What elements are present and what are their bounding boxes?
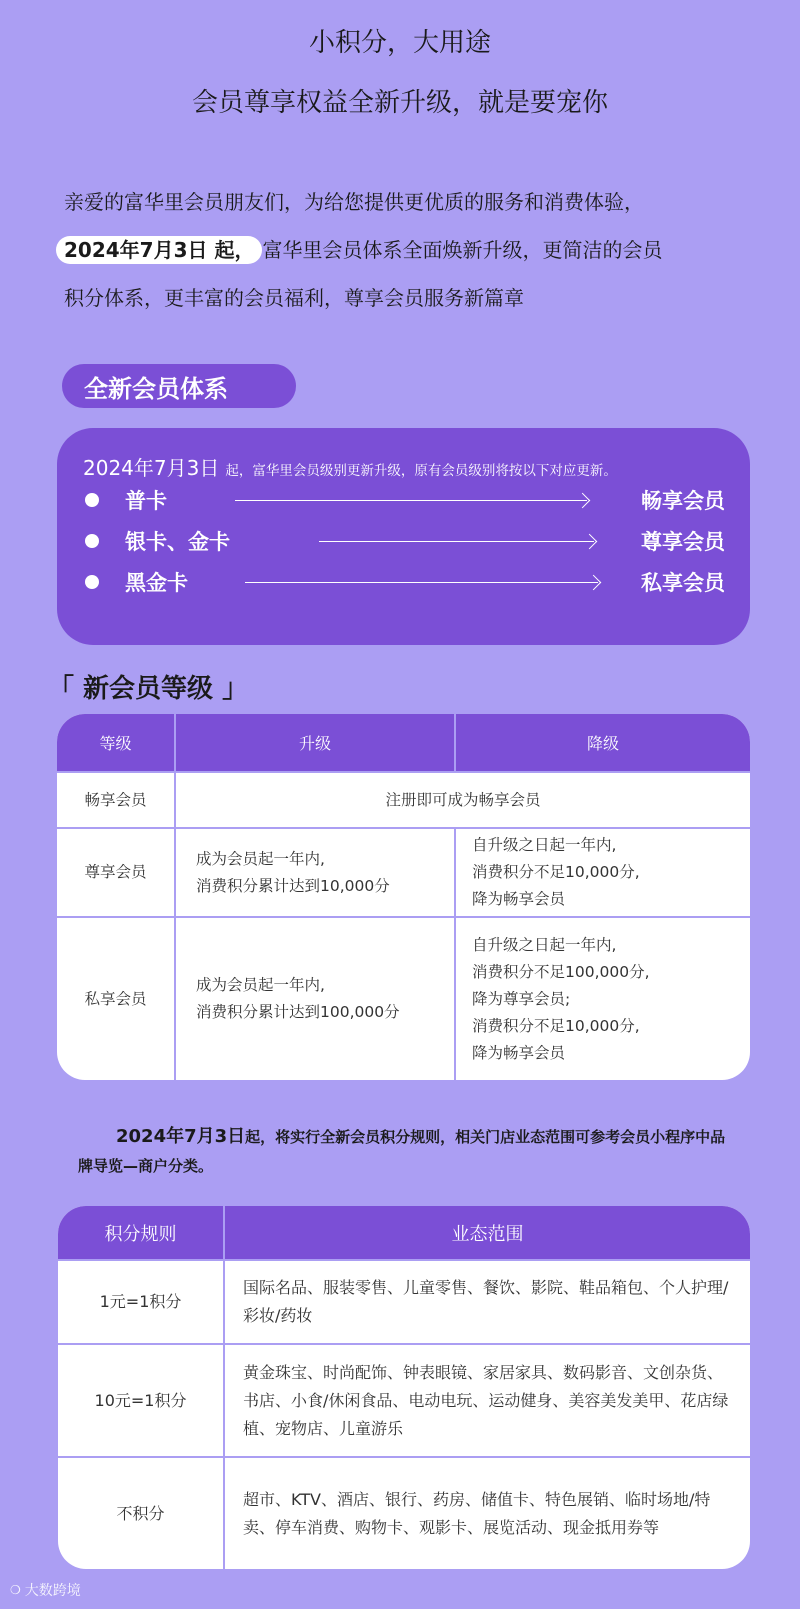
arrow-right-icon — [319, 541, 594, 542]
table-header-row — [57, 714, 750, 772]
rate-cell: 10元=1积分 — [58, 1344, 224, 1457]
cell-line: 自升级之日起一年内, — [472, 935, 617, 954]
header-level: 等级 — [57, 714, 175, 772]
mapping-row — [85, 567, 725, 597]
upgrade-cell — [175, 917, 455, 1080]
cell-line: 降为畅享会员 — [472, 1043, 566, 1062]
table-row — [57, 828, 750, 917]
date-highlight: 2024年7月3日 起， — [56, 236, 262, 264]
table-row — [57, 772, 750, 828]
new-level: 畅享会员 — [641, 489, 725, 513]
cell-line: 消费积分不足10,000分, — [472, 863, 640, 881]
level-cell: 私享会员 — [57, 917, 175, 1080]
new-level: 尊享会员 — [641, 530, 725, 554]
downgrade-cell — [455, 828, 750, 917]
intro-line-1: 亲爱的富华里会员朋友们，为给您提供更优质的服务和消费体验， — [64, 190, 644, 214]
page-title: 小积分，大用途 — [308, 28, 491, 58]
levels-table-card — [57, 714, 750, 1080]
old-level: 银卡、金卡 — [125, 530, 230, 554]
cell-line: 成为会员起一年内, — [196, 849, 325, 868]
cell-line: 降为尊享会员; — [472, 989, 571, 1008]
page-subtitle: 会员尊享权益全新升级，就是要宠你 — [191, 88, 608, 118]
cell-line: 消费积分不足100,000分, — [472, 962, 650, 981]
bullet-icon — [85, 493, 99, 507]
intro-line-3: 积分体系，更丰富的会员福利，尊享会员服务新篇章 — [64, 286, 524, 310]
cell-line: 消费积分累计达到100,000分 — [196, 1003, 400, 1021]
level-cell: 畅享会员 — [57, 772, 175, 828]
watermark-text: 大数跨境 — [24, 1583, 81, 1599]
header-points-rule: 积分规则 — [58, 1206, 224, 1260]
points-rules-note — [78, 1122, 738, 1181]
rate-cell: 1元=1积分 — [58, 1260, 224, 1344]
old-level: 普卡 — [125, 489, 167, 513]
rule-cell: 注册即可成为畅享会员 — [175, 772, 750, 828]
notice-text: 起，富华里会员级别更新升级，原有会员级别将按以下对应更新。 — [225, 463, 617, 479]
scope-cell: 国际名品、服装零售、儿童零售、餐饮、影院、鞋品箱包、个人护理/彩妆/药妆 — [224, 1260, 750, 1344]
points-rules-table — [58, 1206, 750, 1569]
logo-icon: ❍ — [10, 1583, 21, 1597]
table-row — [58, 1344, 750, 1457]
notice-date: 2024年7月3日 — [83, 456, 220, 480]
downgrade-cell — [455, 917, 750, 1080]
table-row — [58, 1260, 750, 1344]
levels-table — [57, 714, 750, 1080]
table-row — [58, 1457, 750, 1569]
scope-cell: 超市、KTV、酒店、银行、药房、储值卡、特色展销、临时场地/特卖、停车消费、购物卡、观影卡、展览活动、现金抵用券等 — [224, 1457, 750, 1569]
intro-paragraph — [64, 178, 764, 322]
rate-cell: 不积分 — [58, 1457, 224, 1569]
level-cell: 尊享会员 — [57, 828, 175, 917]
table-row — [57, 917, 750, 1080]
scope-cell: 黄金珠宝、时尚配饰、钟表眼镜、家居家具、数码影音、文创杂货、书店、小食/休闲食品、电动电玩、运动健身、美容美发美甲、花店绿植、宠物店、儿童游乐 — [224, 1344, 750, 1457]
cell-line: 消费积分不足10,000分, — [472, 1016, 640, 1035]
points-rules-card — [58, 1206, 750, 1569]
table-header-row — [58, 1206, 750, 1260]
cell-line: 成为会员起一年内, — [196, 976, 325, 994]
arrow-right-icon — [245, 582, 598, 583]
arrow-right-icon — [235, 500, 587, 501]
old-level: 黑金卡 — [125, 571, 188, 595]
header-business-scope: 业态范围 — [224, 1206, 750, 1260]
upgrade-cell — [175, 828, 455, 917]
section-title-new-levels: 「 新会员等级 」 — [48, 674, 249, 704]
cell-line: 降为畅享会员 — [472, 890, 566, 908]
intro-line-2-text: 富华里会员体系全面焕新升级，更简洁的会员 — [262, 238, 663, 262]
rules-date: 2024年7月3日 — [116, 1126, 246, 1147]
rules-text: 起，将实行全新会员积分规则，相关门店业态范围可参考会员小程序中品牌导览—商户分类。 — [78, 1128, 726, 1175]
bullet-icon — [85, 575, 99, 589]
header-downgrade: 降级 — [455, 714, 750, 772]
cell-line: 消费积分累计达到10,000分 — [196, 876, 390, 895]
section-pill-new-system: 全新会员体系 — [62, 364, 296, 408]
membership-mapping-panel — [57, 428, 750, 645]
header-upgrade: 升级 — [175, 714, 455, 772]
intro-line-2 — [64, 226, 764, 274]
mapping-notice — [83, 452, 617, 481]
mapping-row — [85, 526, 725, 556]
cell-line: 自升级之日起一年内, — [472, 836, 617, 854]
mapping-row — [85, 485, 725, 515]
new-level: 私享会员 — [641, 571, 725, 595]
bullet-icon — [85, 534, 99, 548]
watermark — [10, 1580, 81, 1600]
